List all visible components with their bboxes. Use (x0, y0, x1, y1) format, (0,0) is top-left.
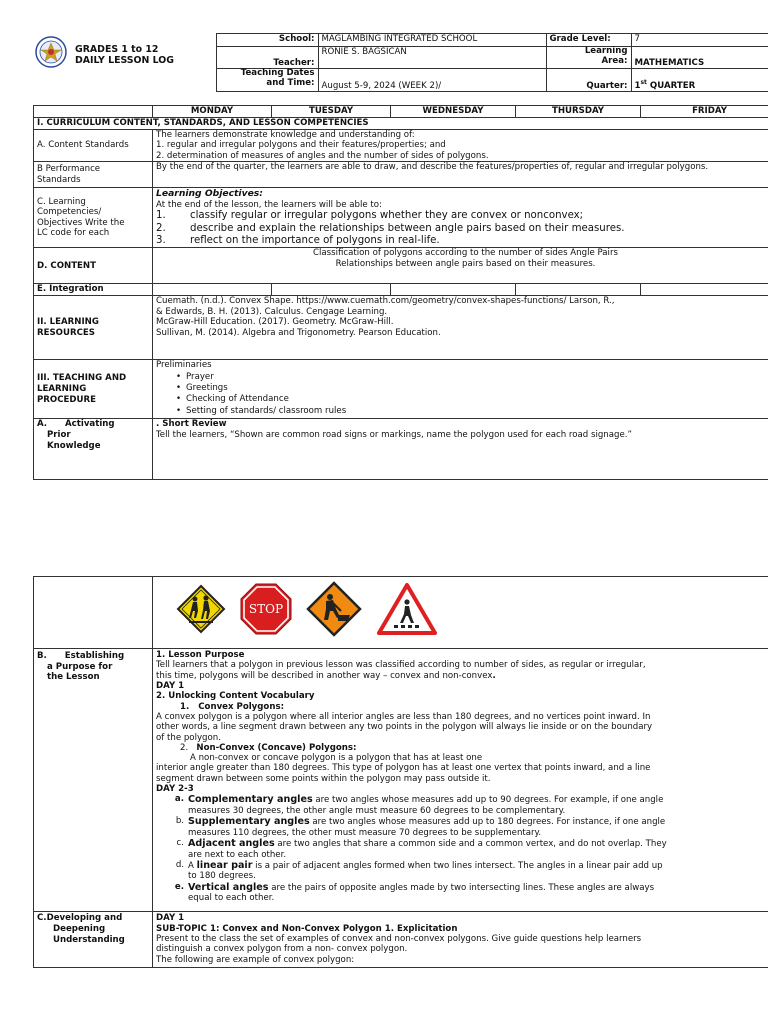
day-thursday: THURSDAY (516, 106, 641, 118)
content-label: D. CONTENT (34, 248, 153, 284)
lesson-log-table (33, 105, 768, 480)
content-standards-text: The learners demonstrate knowledge and understanding of: 1. regular and irregular polygons and their features/properties; and 2. determination of measures of angles and the number of sides of polygons. (153, 130, 768, 162)
angle-definition-item: b. Supplementary angles are two angles whose measures add up to 180 degrees. For instance, if one angle measures 110 degrees, the other must measure 70 degrees to be supplementary. (175, 816, 666, 838)
road-work-sign-icon (306, 581, 362, 637)
quarter-label: Quarter: (546, 69, 631, 92)
day-monday: MONDAY (153, 106, 272, 118)
angle-definition-item: a. Complementary angles are two angles whose measures add up to 90 degrees. For example, if one angle measures 30 degrees, the other angle must measure 60 degrees to be complementary. (174, 794, 664, 816)
learning-area-value: MATHEMATICS (631, 47, 768, 69)
day-wednesday: WEDNESDAY (391, 106, 516, 118)
teaching-dates-value: August 5-9, 2024 (WEEK 2)/ (318, 69, 546, 92)
developing-understanding-label: C.Developing and Deepening Understanding (34, 912, 153, 968)
school-crossing-sign-icon (176, 584, 226, 634)
learning-area-label: Learning Area: (546, 47, 631, 69)
header (33, 33, 768, 92)
learning-objectives-cell (153, 188, 768, 248)
integration-label: E. Integration (34, 284, 153, 296)
integration-tuesday (272, 284, 391, 296)
learning-resources-text: Cuemath. (n.d.). Convex Shape. https://www.cuemath.com/geometry/convex-shapes-functions/ Larson, R., & Edwards, B. H. (2013). Calculus. Cengage Learning. McGraw-Hill Education. (2017). Geometry. McGraw-Hill. Sullivan, M. (2014). Algebra and Trigonometry. Pearson Education. (153, 296, 768, 360)
day-tuesday: TUESDAY (272, 106, 391, 118)
lesson-procedure-table (33, 576, 768, 968)
day-header-row (34, 106, 768, 118)
establishing-purpose-label: B. Establishing a Purpose for the Lesson (34, 649, 153, 912)
grade-level-label: Grade Level: (546, 34, 631, 47)
non-convex-polygon-heading: 2. Non-Convex (Concave) Polygons: (180, 742, 357, 753)
grade-level-value: 7 (631, 34, 768, 47)
school-value: MAGLAMBING INTEGRATED SCHOOL (318, 34, 546, 47)
list-item: • Prayer (176, 372, 768, 383)
day-2-3-heading: DAY 2-3 (156, 784, 194, 795)
activating-prior-knowledge-label: A. Activating Prior Knowledge (34, 419, 153, 480)
objective-item: 3. reflect on the importance of polygons in real-life. (156, 235, 440, 246)
stop-sign-icon (240, 583, 292, 635)
preliminaries-heading: Preliminaries (156, 360, 212, 371)
vocabulary-heading: 2. Unlocking Content Vocabulary (156, 691, 315, 702)
teacher-value: RONIE S. BAGSICAN (318, 47, 546, 69)
day-1-heading: DAY 1 (156, 913, 185, 924)
teacher-label: Teacher: (216, 47, 318, 69)
establishing-purpose-cell: 1. Lesson Purpose Tell learners that a polygon in previous lesson was classified according to number of sides, as regular or irregular, this time, polygons will be described in another way – convex and non-convex. DAY 1 2. Unlocking Content Vocabulary 1. Convex Polygons: A convex polygon is a polygon where all interior angles are less than 180 degrees, and no vertices point inward. In other words, a line segment drawn between any two points in the polygon will always lie inside or on the boundary of the polygon. 2. Non-Convex (Concave) Polygons: A non-convex or concave polygon is a polygon that has at least one interior angle greater than 180 degrees. This type of polygon has at least one vertex that points inward, and a line segment drawn between some points within the polygon may pass outside it. DAY 2-3 a. Complementary angles are two angles whose measures add up to 90 degrees. For example, if one angle measures 30 degrees, the other angle must measure 60 degrees to be complementary. b. Supplementary angles are two angles whose measures add up to 180 degrees. For instance, if one angle measures 110 degrees, the other must measure 70 degrees to be supplementary. c. Adjacent angles are two angles that share a common side and a common vertex, and do not overlap. They are next to each other. d. A linear pair is a pair of adjacent angles formed when two lines intersect. The angles in a linear pair add up to 180 degrees. e. Vertical angles are the pairs of opposite angles made by two intersecting lines. These angles are always equal to each other. (153, 649, 768, 912)
developing-understanding-cell: DAY 1 SUB-TOPIC 1: Convex and Non-Convex Polygon 1. Explicitation Present to the class the set of examples of convex and non-convex polygons. Give guide questions help learners distinguish a convex polygon from a non- convex polygon. The following are example of convex polygon: (153, 912, 768, 968)
pedestrian-crossing-sign-icon (376, 582, 438, 636)
deped-seal-icon (35, 36, 67, 68)
subtopic-heading: SUB-TOPIC 1: Convex and Non-Convex Polygon 1. Explicitation (156, 923, 458, 934)
lesson-purpose-text: Tell learners that a polygon in previous lesson was classified according to number of sides, as regular or irregular, (156, 660, 646, 671)
day-header-blank (34, 106, 153, 118)
content-text: Classification of polygons according to the number of sides Angle Pairs Relationships between angle pairs based on their measures. (153, 248, 768, 284)
short-review-cell (153, 419, 768, 480)
short-review-text: Tell the learners, “Shown are common road signs or markings, name the polygon used for each road signage.” (156, 429, 632, 440)
header-logo-cell (33, 34, 216, 92)
content-standards-label: A. Content Standards (34, 130, 153, 162)
lesson-purpose-text: this time, polygons will be described in another way – convex and non-convex. (156, 670, 496, 681)
angle-definition-item: c. Adjacent angles are two angles that share a common side and a common vertex, and do not overlap. They are next to each other. (176, 838, 667, 860)
integration-wednesday (391, 284, 516, 296)
header-title: GRADES 1 to 12 DAILY LESSON LOG (75, 43, 174, 66)
day-1-heading: DAY 1 (156, 680, 185, 691)
road-signs-cell (153, 577, 768, 649)
section-curriculum-heading: I. CURRICULUM CONTENT, STANDARDS, AND LESSON COMPETENCIES (34, 118, 768, 130)
learning-objectives-intro: At the end of the lesson, the learners will be able to: (156, 199, 382, 210)
angle-definition-item: e. Vertical angles are the pairs of opposite angles made by two intersecting lines. These angles are always equal to each other. (174, 881, 655, 904)
day-friday: FRIDAY (641, 106, 768, 118)
objective-item: 2. describe and explain the relationships between angle pairs based on their measures. (156, 222, 625, 234)
angle-definition-item: d. A linear pair is a pair of adjacent angles formed when two lines intersect. The angles in a linear pair add up to 180 degrees. (175, 859, 663, 882)
objective-item: 1. classify regular or irregular polygons whether they are convex or nonconvex; (156, 210, 584, 222)
performance-standards-label: B Performance Standards (34, 162, 153, 188)
list-item: • Greetings (176, 383, 768, 394)
integration-thursday (516, 284, 641, 296)
learning-competencies-label: C. Learning Competencies/ Objectives Write the LC code for each (34, 188, 153, 248)
integration-friday (641, 284, 768, 296)
teaching-procedure-label: III. TEACHING AND LEARNING PROCEDURE (34, 360, 153, 419)
quarter-value: 1st QUARTER (631, 69, 768, 92)
svg-text:STOP: STOP (248, 602, 284, 616)
list-item: • Setting of standards/ classroom rules (176, 406, 768, 417)
learning-resources-label: II. LEARNING RESOURCES (34, 296, 153, 360)
learning-objectives-heading: Learning Objectives: (156, 188, 263, 200)
preliminaries-cell (153, 360, 768, 419)
teaching-dates-label: Teaching Dates and Time: (216, 69, 318, 92)
integration-monday (153, 284, 272, 296)
list-item: • Checking of Attendance (176, 394, 768, 405)
lesson-purpose-heading: 1. Lesson Purpose (156, 650, 245, 660)
performance-standards-text: By the end of the quarter, the learners are able to draw, and describe the features/properties of, regular and irregular polygons. (153, 162, 768, 188)
signs-label-cell (34, 577, 153, 649)
school-label: School: (216, 34, 318, 47)
short-review-heading: . Short Review (156, 419, 227, 430)
convex-polygon-heading: 1. Convex Polygons: (180, 701, 285, 712)
